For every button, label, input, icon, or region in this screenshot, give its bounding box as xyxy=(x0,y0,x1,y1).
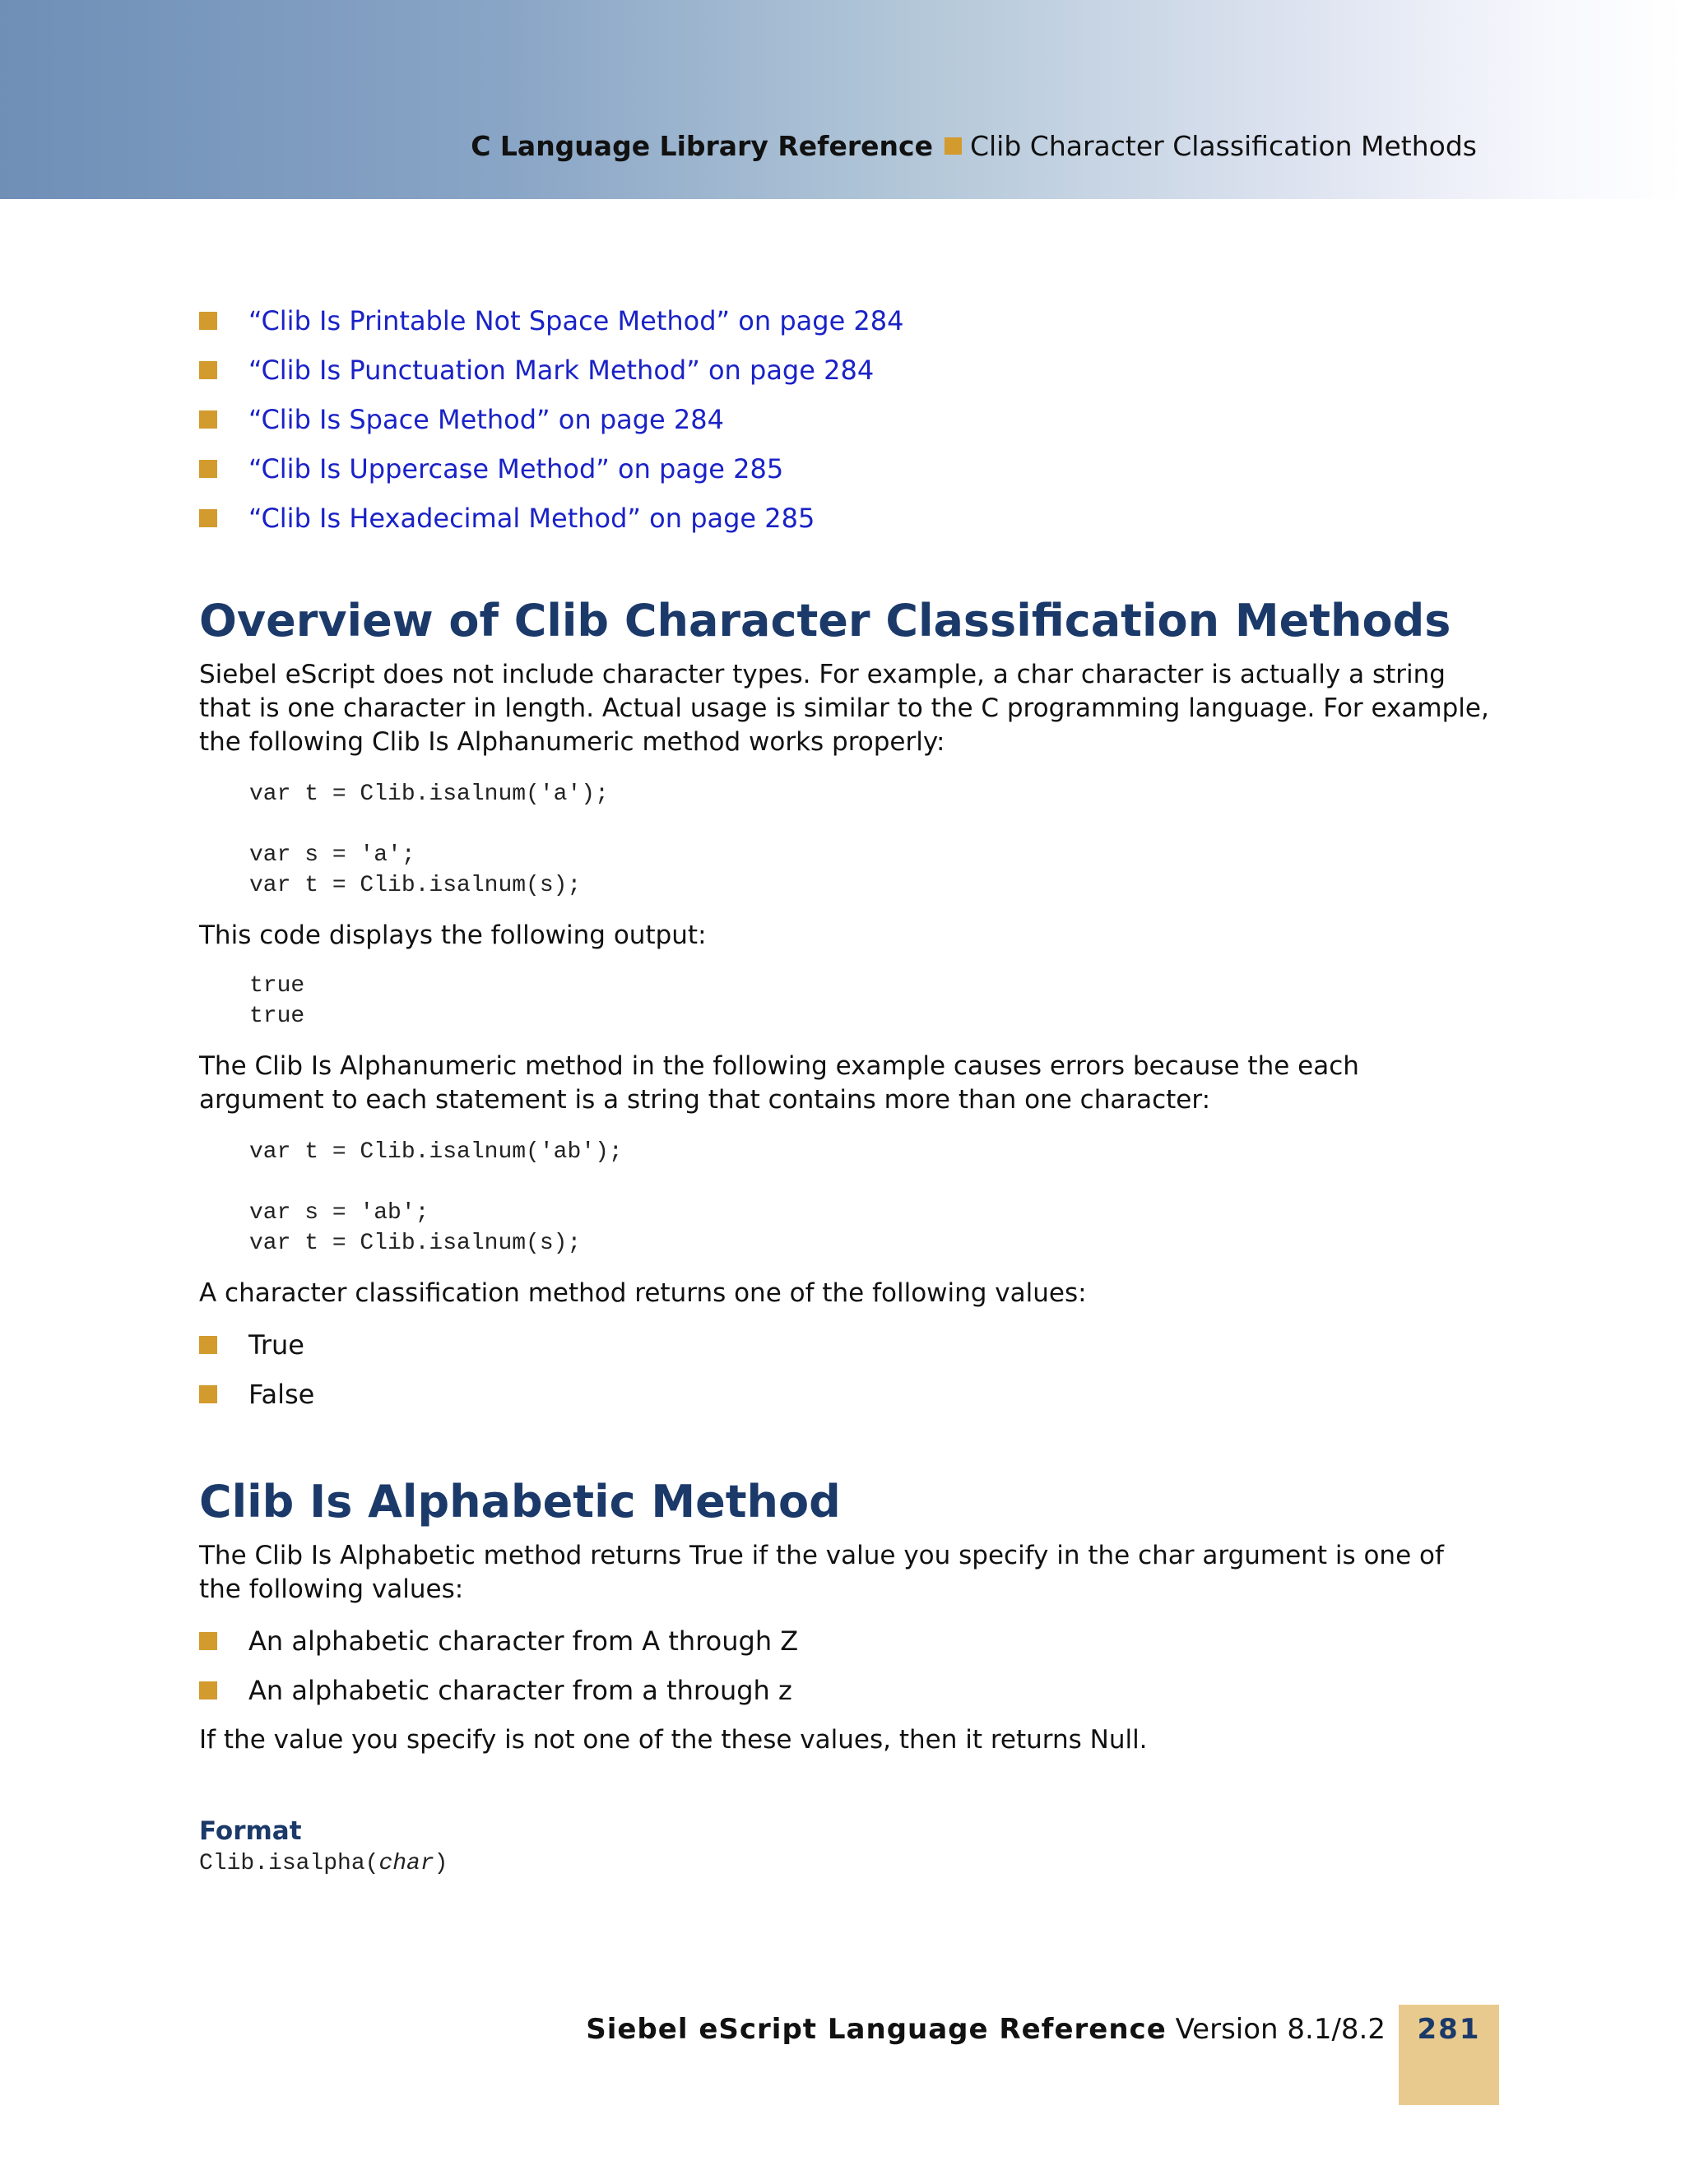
bullet-square-icon xyxy=(199,1681,217,1699)
toc-link-printable-not-space[interactable]: “Clib Is Printable Not Space Method” on page 284 xyxy=(199,304,1491,337)
section-title: Clib Character Classification Methods xyxy=(969,130,1477,162)
bullet-square-icon xyxy=(199,361,217,379)
book-title: Siebel eScript Language Reference xyxy=(586,2013,1167,2046)
code-example-error: var t = Clib.isalnum('ab'); var s = 'ab'; var t = Clib.isalnum(s); xyxy=(249,1139,623,1256)
bullet-square-icon xyxy=(199,1385,217,1403)
null-note: If the value you specify is not one of the these values, then it returns Null. xyxy=(199,1725,1148,1755)
page-footer xyxy=(586,2010,1386,2049)
running-head xyxy=(471,130,1477,163)
toc-link-list xyxy=(199,304,1491,535)
bullet-square-icon xyxy=(199,1336,217,1354)
book-version: Version 8.1/8.2 xyxy=(1175,2013,1386,2046)
page-number-box xyxy=(1399,2005,1499,2105)
bullet-square-icon xyxy=(199,312,217,330)
list-item: An alphabetic character from A through Z xyxy=(199,1625,1491,1658)
format-argument: char xyxy=(378,1851,434,1876)
format-heading: Format xyxy=(199,1816,302,1846)
page-number: 281 xyxy=(1417,2013,1481,2046)
bullet-square-icon xyxy=(199,1632,217,1650)
alphabetic-intro: The Clib Is Alphabetic method returns True if the value you specify in the char argument is one of the following values: xyxy=(199,1541,1444,1604)
return-values-list xyxy=(199,1328,1491,1411)
error-intro: The Clib Is Alphanumeric method in the following example causes errors because the each argument to each statement is a string that contains more than one character: xyxy=(199,1051,1359,1115)
code-example-valid: var t = Clib.isalnum('a'); var s = 'a'; var t = Clib.isalnum(s); xyxy=(249,781,609,898)
toc-link-hexadecimal[interactable]: “Clib Is Hexadecimal Method” on page 285 xyxy=(199,502,1491,535)
header-band xyxy=(0,0,1685,199)
overview-heading: Overview of Clib Character Classification Methods xyxy=(199,595,1451,647)
bullet-square-icon xyxy=(199,509,217,527)
alphabetic-heading: Clib Is Alphabetic Method xyxy=(199,1476,841,1528)
list-item: False xyxy=(199,1378,1491,1411)
page-content xyxy=(199,304,1491,1879)
separator-square-icon xyxy=(945,137,962,155)
output-intro: This code displays the following output: xyxy=(199,920,707,950)
overview-intro: Siebel eScript does not include character types. For example, a char character is actually a string that is one character in length. Actual usage is similar to the C programming language. For example, the following Clib Is Alphanumeric method works properly: xyxy=(199,660,1489,757)
list-item: An alphabetic character from a through z xyxy=(199,1674,1491,1707)
list-item: True xyxy=(199,1328,1491,1361)
toc-link-uppercase[interactable]: “Clib Is Uppercase Method” on page 285 xyxy=(199,452,1491,485)
code-output: true true xyxy=(249,973,305,1029)
alphabetic-values-list xyxy=(199,1625,1491,1707)
chapter-title: C Language Library Reference xyxy=(471,130,933,162)
bullet-square-icon xyxy=(199,460,217,478)
bullet-square-icon xyxy=(199,410,217,429)
returns-intro: A character classification method returns one of the following values: xyxy=(199,1278,1087,1308)
toc-link-punctuation-mark[interactable]: “Clib Is Punctuation Mark Method” on page 284 xyxy=(199,354,1491,387)
toc-link-space[interactable]: “Clib Is Space Method” on page 284 xyxy=(199,403,1491,436)
format-syntax: Clib.isalpha(char) xyxy=(199,1851,448,1876)
